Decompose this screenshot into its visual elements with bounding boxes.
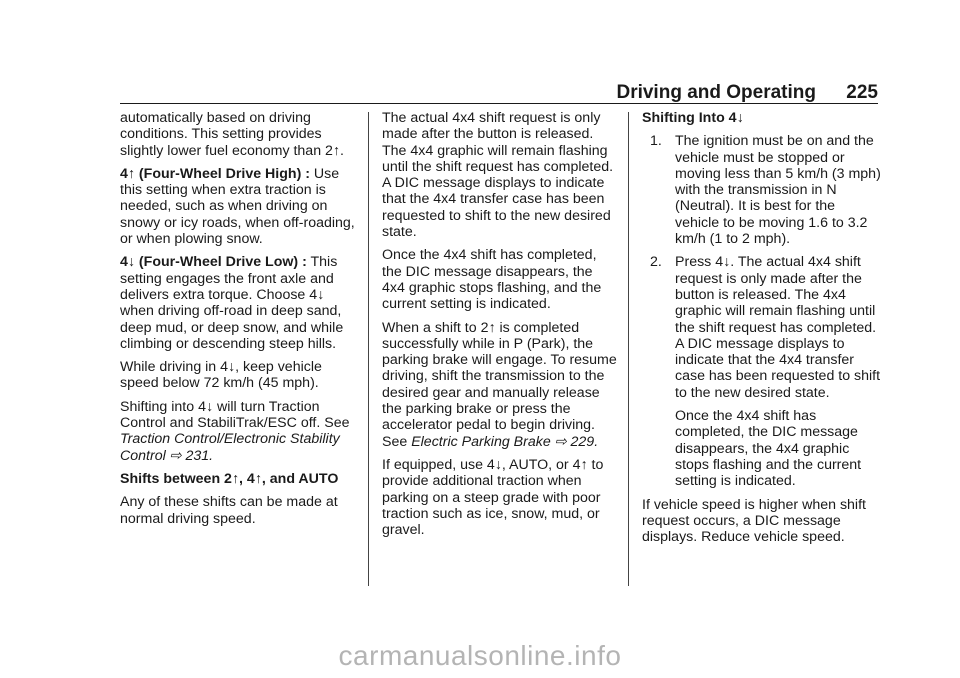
term-four-high: 4↑ (Four-Wheel Drive High) : bbox=[120, 165, 310, 182]
term-four-low: 4↓ (Four-Wheel Drive Low) : bbox=[120, 254, 307, 271]
paragraph-text: Shifting into 4↓ will turn Traction Control and StabiliTrak/ESC off. See bbox=[120, 398, 350, 432]
paragraph: While driving in 4↓, keep vehicle speed below 72 km/h (45 mph). bbox=[120, 359, 322, 392]
paragraph: Any of these shifts can be made at normal driving speed. bbox=[120, 494, 338, 527]
step-number: 2. bbox=[650, 254, 662, 271]
page-number: 225 bbox=[846, 82, 878, 103]
paragraph bbox=[382, 320, 618, 450]
header-rule bbox=[120, 103, 878, 104]
term-description: This setting engages the front axle and delivers extra torque. Choose 4↓ when driving off-road in deep sand, deep mud, or deep snow, and while climbing or descending steep hills. bbox=[120, 254, 344, 352]
step-number: 1. bbox=[650, 133, 662, 150]
paragraph bbox=[120, 399, 356, 464]
paragraph bbox=[120, 254, 356, 352]
paragraph-text: When a shift to 2↑ is completed successfully while in P (Park), the parking brake will engage. To resume driving, shift the transmission to the desired gear and manually release the parking brake or press the accelerator pedal to begin driving. See bbox=[382, 319, 617, 450]
cross-reference-link[interactable]: Electric Parking Brake ⇨ 229. bbox=[411, 433, 599, 450]
section-title: Driving and Operating bbox=[616, 82, 816, 103]
column-divider-1 bbox=[368, 112, 369, 586]
term-description: Use this setting when extra traction is needed, such as when driving on snowy or icy roads, when off-roading, or when plowing snow. bbox=[120, 165, 355, 248]
column-2 bbox=[382, 110, 618, 545]
step-note: Once the 4x4 shift has completed, the DIC message disappears, the 4x4 graphic stops flashing and the current setting is indicated. bbox=[675, 408, 862, 490]
steps-list bbox=[642, 133, 882, 489]
step-text: Press 4↓. The actual 4x4 shift request is only made after the button is released. The 4x4 graphic will remain flashing until the shift request has completed. A DIC message displays to indicate that the 4x4 transfer case has been requested to shift to the new desired state. bbox=[675, 254, 881, 401]
paragraph: Once the 4x4 shift has completed, the DIC message disappears, the 4x4 graphic stops flashing, and the current setting is indicated. bbox=[382, 247, 602, 313]
step-text: The ignition must be on and the vehicle must be stopped or moving less than 5 km/h (3 mph) with the transmission in N (Neutral). It is best for the vehicle to be moving 1.6 to 3.2 km/h (1 to 2 mph). bbox=[675, 133, 881, 248]
paragraph: automatically based on driving conditions. This setting provides slightly lower fuel economy than 2↑. bbox=[120, 110, 344, 159]
list-item bbox=[642, 133, 882, 247]
column-3 bbox=[642, 110, 882, 552]
watermark: carmanualsonline.info bbox=[338, 640, 622, 671]
subheading: Shifting Into 4↓ bbox=[642, 110, 744, 126]
subheading: Shifts between 2↑, 4↑, and AUTO bbox=[120, 470, 339, 487]
paragraph: If vehicle speed is higher when shift request occurs, a DIC message displays. Reduce vehicle speed. bbox=[642, 496, 866, 546]
paragraph: If equipped, use 4↓, AUTO, or 4↑ to provide additional traction when parking on a steep grade with poor traction such as ice, snow, mud, or gravel. bbox=[382, 456, 604, 539]
paragraph bbox=[120, 166, 356, 247]
cross-reference-link[interactable]: Traction Control/Electronic Stability Control ⇨ 231. bbox=[120, 431, 340, 464]
column-1 bbox=[120, 110, 356, 534]
column-divider-2 bbox=[628, 112, 629, 586]
paragraph: The actual 4x4 shift request is only made after the button is released. The 4x4 graphic will remain flashing until the shift request has completed. A DIC message displays to indicate that the 4x4 transfer case has been requested to shift to the new desired state. bbox=[382, 110, 614, 241]
list-item bbox=[642, 254, 882, 489]
